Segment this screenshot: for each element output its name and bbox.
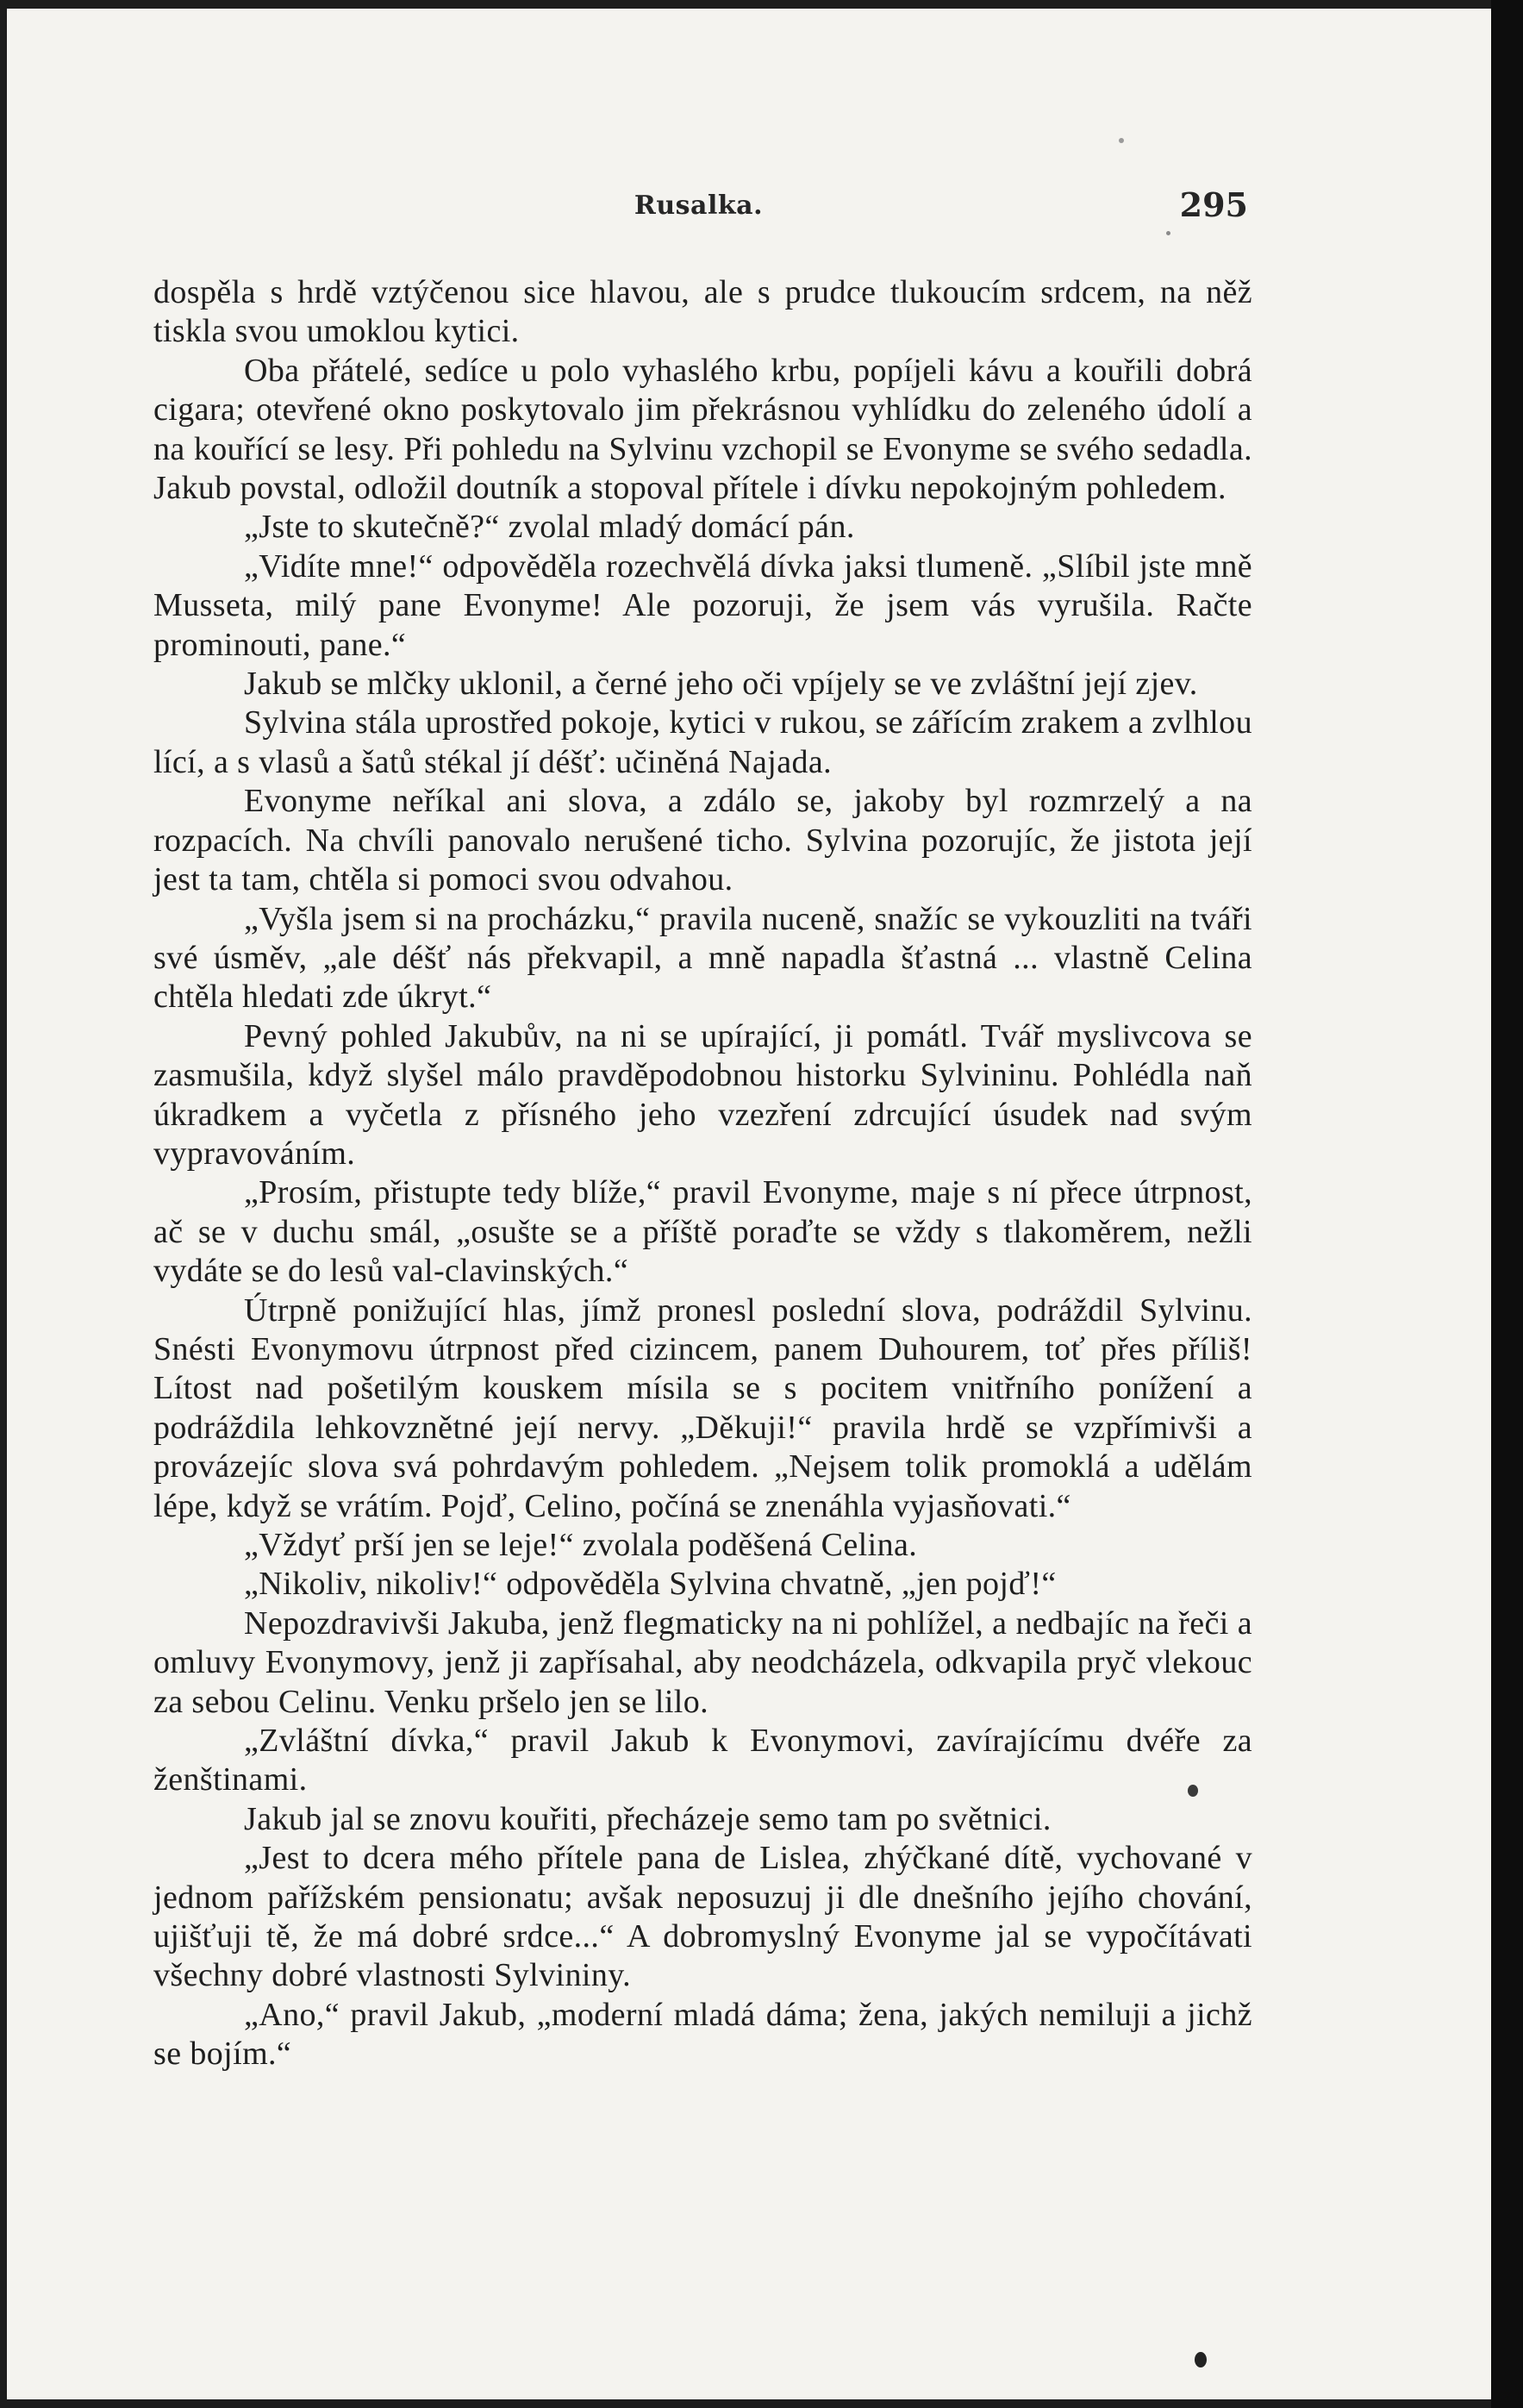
- paragraph: „Jest to dcera mého přítele pana de Lislea, zhýčkané dítě, vychované v jednom pařížském pensionatu; avšak neposuzuj ji dle dnešního jejího chování, ujišťuji tě, že má dobré srdce...“ A dobromyslný Evonyme jal se vypočítávati všechny dobré vlastnosti Sylvininy.: [153, 1840, 1252, 1994]
- page-header: [149, 185, 1248, 237]
- scan-edge: [1491, 0, 1523, 2408]
- running-title: Rusalka.: [634, 191, 764, 221]
- paragraph: „Vyšla jsem si na procházku,“ pravila nuceně, snažíc se vykouzliti na tváři své úsměv, „ale déšť nás překvapil, a mně napadla šťastná ... vlastně Celina chtěla hledati zde úkryt.“: [153, 900, 1252, 1016]
- paragraph: Jakub se mlčky uklonil, a černé jeho oči vpíjely se ve zvláštní její zjev.: [244, 666, 1198, 703]
- paragraph: „Zvláštní dívka,“ pravil Jakub k Evonymovi, zavírajícímu dvéře za ženštinami.: [153, 1723, 1252, 1798]
- paragraph: Útrpně ponižující hlas, jímž pronesl poslední slova, podráždil Sylvinu. Snésti Evonymovu útrpnost před cizincem, panem Duhourem, toť přes příliš! Lítost nad pošetilým kouskem mísila se s pocitem vnitřního ponížení a podráždila lehkovznětné její nervy. „Děkuji!“ pravila hrdě se vzpřímivši a provázejíc slova svá pohrdavým pohledem. „Nejsem tolik promoklá a udělám lépe, když se vrátím. Pojď, Celino, počíná se znenáhla vyjasňovati.“: [153, 1292, 1252, 1524]
- paragraph: „Vidíte mne!“ odpověděla rozechvělá dívka jaksi tlumeně. „Slíbil jste mně Musseta, milý pane Evonyme! Ale pozoruji, že jsem vás vyrušila. Račte prominouti, pane.“: [153, 547, 1252, 663]
- paragraph: „Vždyť prší jen se leje!“ zvolala poděšená Celina.: [244, 1527, 918, 1563]
- paragraph: Oba přátelé, sedíce u polo vyhaslého krbu, popíjeli kávu a kouřili dobrá cigara; otevřené okno poskytovalo jim překrásnou vyhlídku do zeleného údolí a na kouřící se lesy. Při pohledu na Sylvinu vzchopil se Evonyme se svého sedadla. Jakub povstal, odložil doutník a stopoval přítele i dívku nepokojným pohledem.: [153, 352, 1252, 507]
- paragraph: dospěla s hrdě vztýčenou sice hlavou, ale s prudce tlukoucím srdcem, na něž tiskla svou umoklou kytici.: [153, 274, 1252, 350]
- page-number: 295: [1179, 185, 1248, 224]
- paragraph: Evonyme neříkal ani slova, a zdálo se, jakoby byl rozmrzelý a na rozpacích. Na chvíli panovalo nerušené ticho. Sylvina pozorujíc, že jistota její jest ta tam, chtěla si pomoci svou odvahou.: [153, 783, 1252, 898]
- paragraph: Jakub jal se znovu kouřiti, přecházeje semo tam po světnici.: [244, 1800, 1052, 1837]
- paragraph: „Nikoliv, nikoliv!“ odpověděla Sylvina chvatně, „jen pojď!“: [244, 1566, 1057, 1603]
- paragraph: „Prosím, přistupte tedy blíže,“ pravil Evonyme, maje s ní přece útrpnost, ač se v duchu smál, „osušte se a příště poraďte se vždy s tlakoměrem, nežli vydáte se do lesů val-clavinských.“: [153, 1174, 1252, 1290]
- paragraph: Sylvina stála uprostřed pokoje, kytici v rukou, se zářícím zrakem a zvlhlou lící, a s vlasů a šatů stékal jí déšť: učiněná Najada.: [153, 704, 1252, 780]
- paragraph: „Ano,“ pravil Jakub, „moderní mladá dáma; žena, jakých nemiluji a jichž se bojím.“: [153, 1996, 1252, 2073]
- book-page: [7, 9, 1491, 2399]
- paragraph: „Jste to skutečně?“ zvolal mladý domácí pán.: [244, 509, 855, 546]
- ink-speck: [1195, 2352, 1207, 2367]
- paragraph: Nepozdravivši Jakuba, jenž flegmaticky na ni pohlížel, a nedbajíc na řeči a omluvy Evonymovy, jenž ji zapřísahal, aby neodcházela, odkvapila pryč vlekouc za sebou Celinu. Venku pršelo jen se lilo.: [153, 1604, 1252, 1720]
- paragraph: Pevný pohled Jakubův, na ni se upírající, ji pomátl. Tvář myslivcova se zasmušila, když slyšel málo pravděpodobnou historku Sylvininu. Pohlédla naň úkradkem a vyčetla z přísného jeho vzezření zdrcující úsudek nad svým vypravováním.: [153, 1017, 1252, 1172]
- ink-speck: [1119, 138, 1124, 143]
- body-text: [153, 273, 1252, 2074]
